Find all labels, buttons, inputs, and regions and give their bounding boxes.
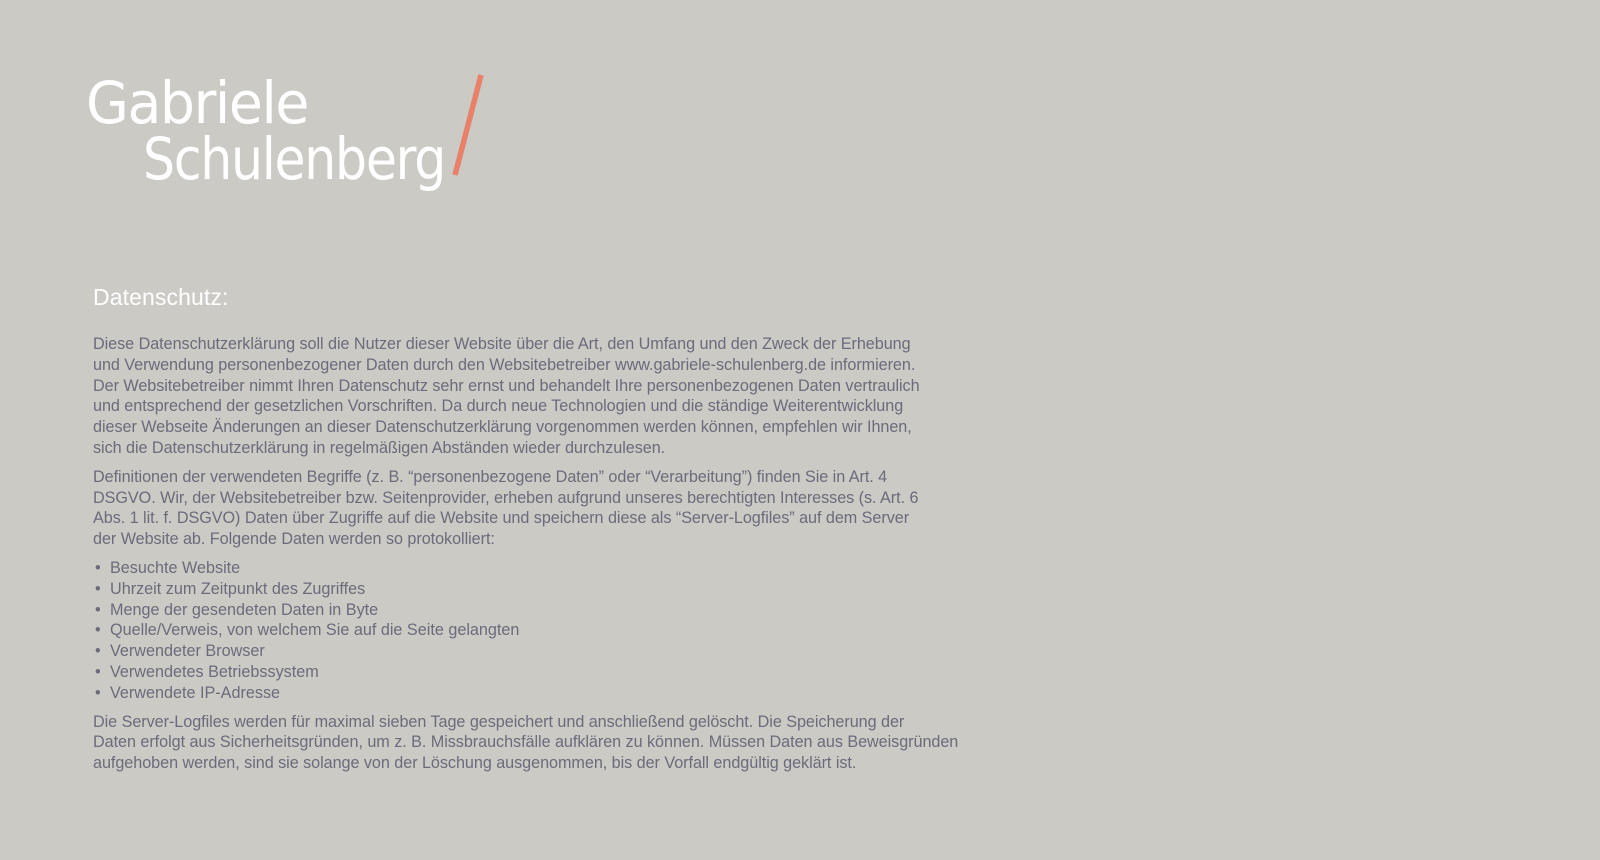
- privacy-heading: Datenschutz:: [93, 284, 229, 310]
- bullet-icon: •: [95, 683, 101, 702]
- list-item-label: Verwendeter Browser: [110, 642, 265, 661]
- storage-paragraph: [93, 712, 993, 774]
- definitions-line: Definitionen der verwendeten Begriffe (z. B. “personenbezogene Daten” oder “Verarbeitung”) finden Sie in Art. 4: [93, 467, 888, 486]
- storage-line: Die Server-Logfiles werden für maximal sieben Tage gespeichert und anschließend gelöscht. Die Speicherung der: [93, 712, 905, 731]
- list-item: [93, 600, 993, 621]
- bullet-icon: •: [95, 621, 101, 640]
- list-item: [93, 579, 993, 600]
- logo-last-name: Schulenberg: [143, 125, 445, 193]
- definitions-paragraph: [93, 467, 993, 550]
- bullet-icon: •: [95, 600, 101, 619]
- intro-line: sich die Datenschutzerklärung in regelmäßigen Abständen wieder durchzulesen.: [93, 438, 666, 457]
- bullet-icon: •: [95, 642, 101, 661]
- logo-slash: [455, 75, 481, 175]
- definitions-line: Abs. 1 lit. f. DSGVO) Daten über Zugriffe auf die Website und speichern diese als “Server-Logfiles” auf dem Server: [93, 509, 910, 528]
- privacy-section: [93, 282, 993, 782]
- list-item-label: Verwendetes Betriebssystem: [110, 662, 319, 681]
- definitions-line: der Website ab. Folgende Daten werden so protokolliert:: [93, 530, 495, 549]
- list-item: [93, 620, 993, 641]
- intro-line: und Verwendung personenbezogener Daten durch den Websitebetreiber www.gabriele-schulenberg.de informieren.: [93, 355, 916, 374]
- bullet-icon: •: [95, 662, 101, 681]
- intro-line: und entsprechend der gesetzlichen Vorschriften. Da durch neue Technologien und die ständige Weiterentwicklung: [93, 397, 904, 416]
- list-item-label: Quelle/Verweis, von welchem Sie auf die Seite gelangten: [110, 621, 520, 640]
- list-item-label: Besuchte Website: [110, 558, 241, 577]
- bullet-icon: •: [95, 579, 101, 598]
- list-item: [93, 683, 993, 704]
- intro-line: dieser Webseite Änderungen an dieser Datenschutzerklärung vorgenommen werden können, empfehlen wir Ihnen,: [93, 418, 912, 437]
- logo-first-name: Gabriele: [86, 69, 308, 137]
- intro-line: Diese Datenschutzerklärung soll die Nutzer dieser Website über die Art, den Umfang und den Zweck der Erhebung: [93, 335, 911, 353]
- storage-line: Daten erfolgt aus Sicherheitsgründen, um z. B. Missbrauchsfälle aufklären zu können. Müssen Daten aus Beweisgründen: [93, 733, 959, 752]
- list-item: [93, 558, 993, 579]
- storage-line: aufgehoben werden, sind sie solange von der Löschung ausgenommen, bis der Vorfall endgültig geklärt ist.: [93, 754, 857, 773]
- list-item-label: Menge der gesendeten Daten in Byte: [110, 600, 379, 619]
- list-item-label: Uhrzeit zum Zeitpunkt des Zugriffes: [110, 579, 366, 598]
- definitions-line: DSGVO. Wir, der Websitebetreiber bzw. Seitenprovider, erheben aufgrund unseres berechtigten Interesses (s. Art. 6: [93, 488, 919, 507]
- list-item: [93, 662, 993, 683]
- bullet-icon: •: [95, 558, 101, 577]
- intro-line: Der Websitebetreiber nimmt Ihren Datenschutz sehr ernst und behandelt Ihre personenbezogenen Daten vertraulich: [93, 376, 920, 395]
- intro-paragraph: [93, 334, 993, 459]
- logged-data-list: [93, 558, 993, 704]
- brand-logo[interactable]: [86, 62, 506, 202]
- list-item-label: Verwendete IP-Adresse: [110, 683, 281, 702]
- list-item: [93, 641, 993, 662]
